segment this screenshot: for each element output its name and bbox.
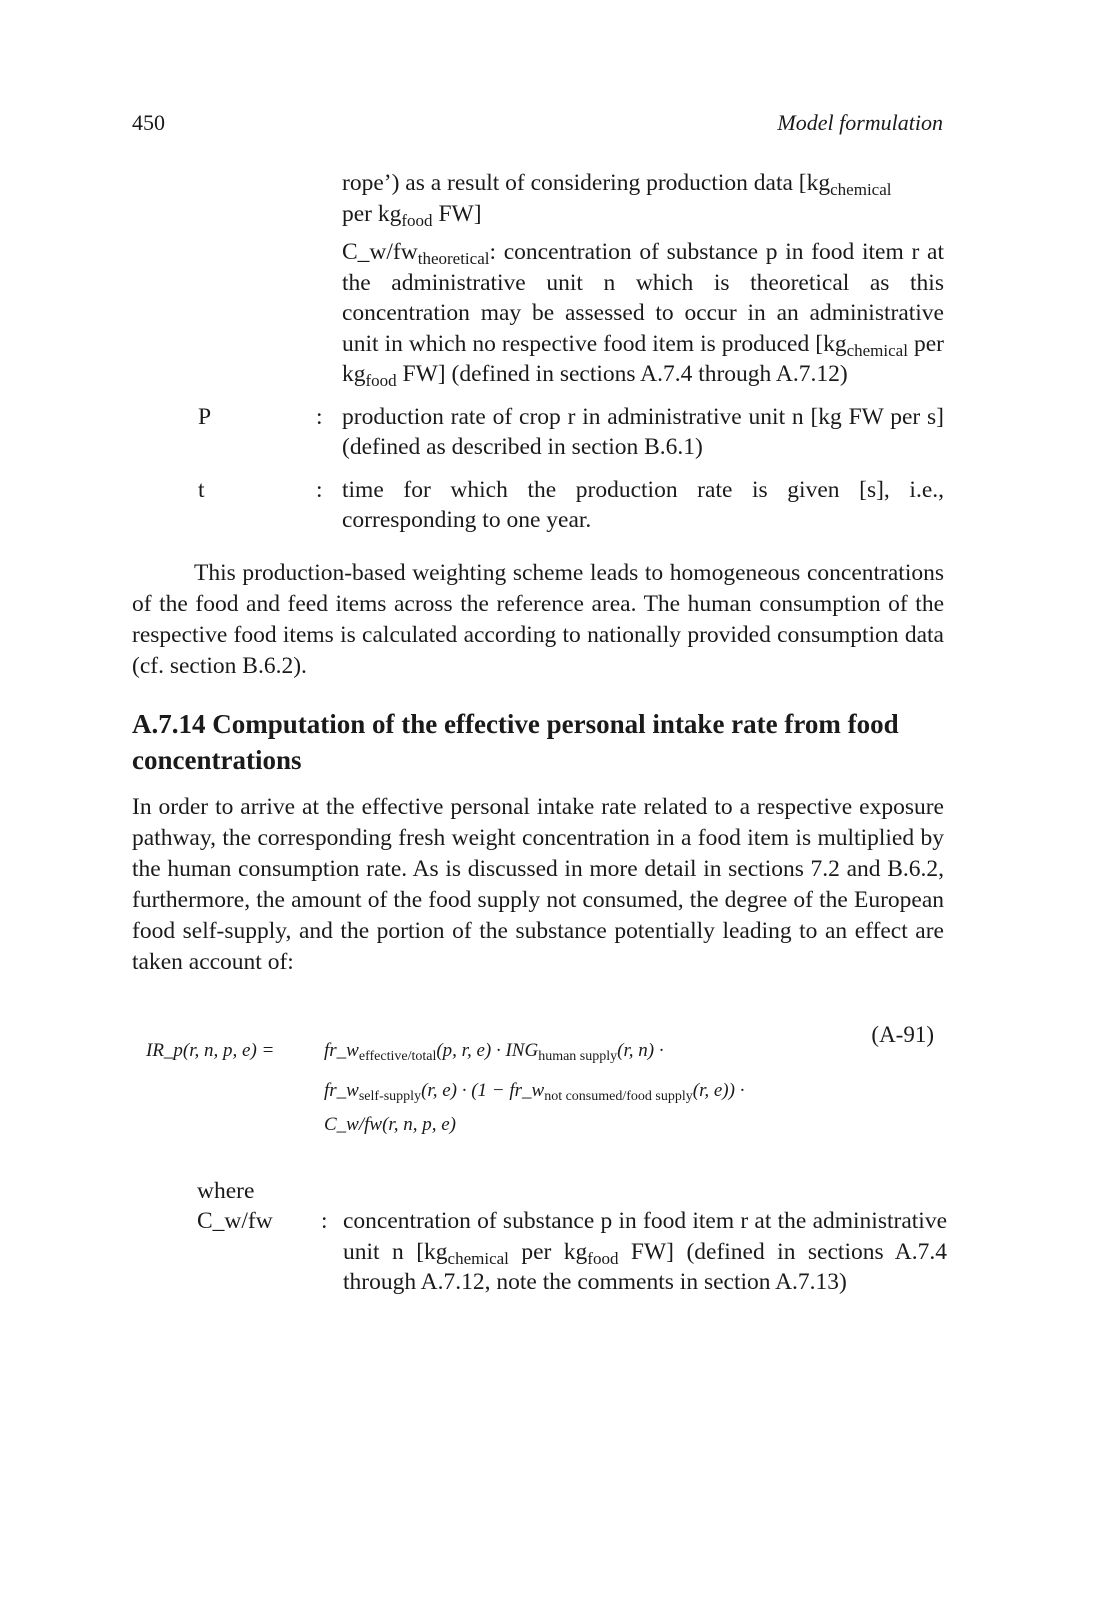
where-label: where: [197, 1178, 255, 1204]
definition-colon: :: [316, 476, 323, 503]
definition-term: t: [198, 476, 205, 503]
subscript: chemical: [447, 1248, 509, 1268]
equation-number: (A-91): [871, 1022, 934, 1047]
equation-a91: [132, 1010, 944, 1150]
definition-list: [132, 168, 944, 548]
definition-text: : concentration of substance p in food item r at the administrative unit n which is theoretical as this concentration may be assessed to occur in an administrative unit in which no respective food item is produced [kg: [342, 239, 944, 357]
definition-continuation: [132, 168, 944, 229]
definition-text: concentration of substance p in food item r at the administrative unit n [$kg_{chemical}$ per $kg_{food}$ FW] (defined in sections A.7.4 through A.7.12, note the comments in section A.7.13): [343, 1208, 947, 1295]
subscript: food: [401, 210, 433, 230]
continuation-text: FW]: [432, 200, 482, 227]
page-header: [132, 110, 943, 140]
definition-term: C_w/fw: [342, 239, 418, 265]
definition-text: per kg: [342, 330, 944, 387]
body-paragraph: In order to arrive at the effective personal intake rate related to a respective exposure pathway, the corresponding fresh weight concentration in a food item is multiplied by the human consumption rate. As is discussed in more detail in sections 7.2 and B.6.2, furthermore, the amount of the food supply not consumed, the degree of the European food self-supply, and the portion of the substance potentially leading to an effect are taken account of:: [132, 794, 944, 975]
where-block: [197, 1176, 947, 1310]
equation-line: C_w/fw(r, n, p, e): [324, 1114, 456, 1135]
subscript: food: [587, 1248, 619, 1268]
section-heading: A.7.14 Computation of the effective personal intake rate from food concentrations: [132, 709, 899, 775]
subscript: food: [365, 371, 397, 390]
definition-text: time for which the production rate is given [s], i.e., corresponding to one year.: [342, 476, 944, 533]
definition-colon: :: [321, 1208, 328, 1234]
running-title: Model formulation: [777, 110, 943, 135]
definition-colon: :: [316, 403, 323, 430]
definition-term: C_w/fw: [197, 1208, 273, 1234]
continuation-text: rope’) as a result of considering production data [kg: [342, 170, 831, 196]
definition-text: FW] (defined in sections A.7.4 through A.7.12): [396, 361, 848, 387]
definition-item: [132, 402, 944, 463]
definition-text: production rate of crop r in administrative unit n [kg FW per s] (defined as described in section B.6.1): [342, 403, 944, 460]
equation-line: $fr\_w_{self-supply}(r$, $e) \cdot (1 - fr\_w_{not consumed/food supply}(r$, e)) ·: [324, 1080, 745, 1104]
definition-item: [197, 1206, 947, 1298]
subscript: chemical: [846, 340, 908, 360]
equation-line: $fr\_w_{effective/total}(p$, r, $e) \cdot ING_{human supply}(r$, n) ·: [324, 1040, 664, 1064]
subscript: theoretical: [417, 249, 490, 268]
definition-theoretical: [132, 237, 944, 390]
continuation-text: per kg: [342, 200, 402, 227]
page-number: 450: [132, 110, 165, 135]
body-paragraph: This production-based weighting scheme leads to homogeneous concentrations of the food and feed items across the reference area. The human consumption of the respective food items is calculated according to nationally provided consumption data (cf. section B.6.2).: [132, 560, 944, 679]
definition-item: [132, 475, 944, 536]
equation-lhs: IR_p(r, n, p, e) =: [146, 1040, 275, 1061]
definition-term: P: [198, 403, 212, 430]
subscript: chemical: [830, 180, 892, 199]
